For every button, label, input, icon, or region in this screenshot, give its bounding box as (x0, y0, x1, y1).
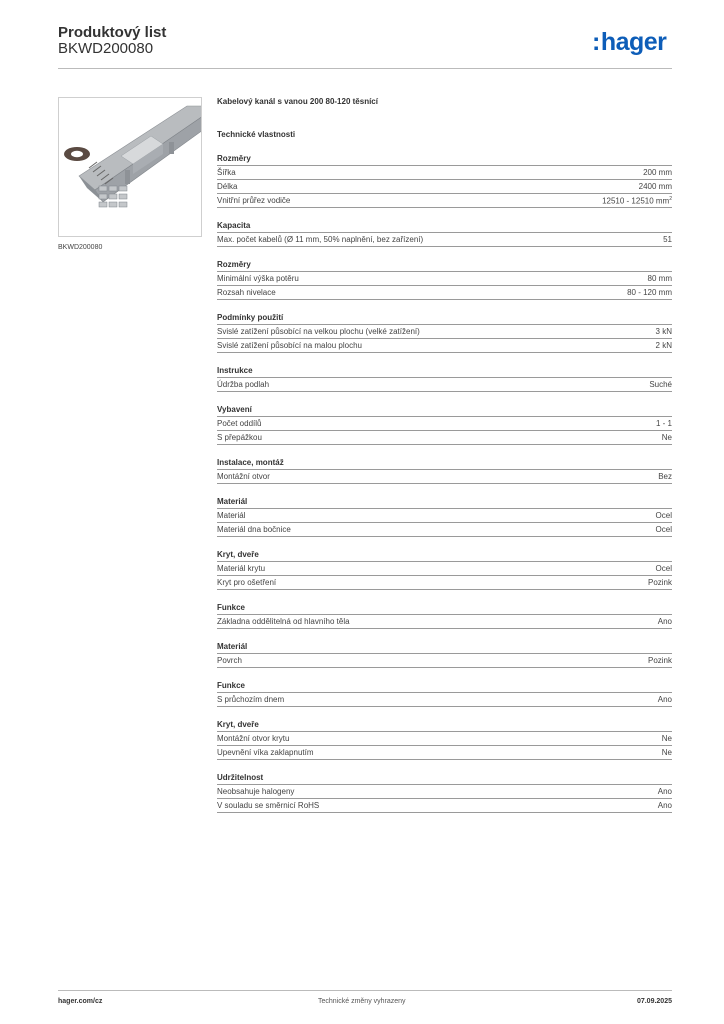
spec-label: Materiál krytu (217, 564, 266, 573)
spec-section (217, 456, 672, 484)
spec-value: Ne (661, 748, 672, 757)
spec-row (217, 286, 672, 300)
spec-label: Max. počet kabelů (Ø 11 mm, 50% naplnění, bez zařízení) (217, 235, 424, 244)
spec-section (217, 679, 672, 707)
spec-label: Montážní otvor krytu (217, 734, 290, 743)
spec-label: Povrch (217, 656, 242, 665)
footer-divider (58, 990, 672, 991)
technical-properties-title: Technické vlastnosti (217, 130, 296, 139)
spec-value-wrapper (658, 801, 672, 810)
spec-value-wrapper (658, 787, 672, 796)
spec-value-wrapper (656, 525, 672, 534)
spec-value-wrapper (656, 564, 672, 573)
spec-label: Upevnění víka zaklapnutím (217, 748, 314, 757)
spec-value-wrapper (648, 656, 672, 665)
spec-row (217, 562, 672, 576)
spec-value-wrapper (656, 419, 672, 428)
footer-date: 07.09.2025 (636, 998, 672, 1005)
spec-value-wrapper (643, 168, 672, 177)
logo-text: hager (600, 28, 667, 56)
spec-section (217, 258, 672, 300)
spec-value: Suché (649, 380, 672, 389)
spec-label: Minimální výška potěru (217, 274, 299, 283)
section-title: Funkce (217, 601, 672, 615)
spec-row (217, 732, 672, 746)
spec-section (217, 601, 672, 629)
spec-label: Vnitřní průřez vodiče (217, 196, 291, 205)
spec-label: Svislé zatížení působící na velkou plochu (velké zatížení) (217, 327, 420, 336)
spec-value-superscript: 2 (669, 195, 672, 202)
spec-value: Ne (661, 734, 672, 743)
spec-row (217, 693, 672, 707)
spec-value: 2400 mm (638, 182, 672, 191)
spec-section (217, 718, 672, 760)
spec-row (217, 166, 672, 180)
spec-section (217, 311, 672, 353)
spec-label: Neobsahuje halogeny (217, 787, 295, 796)
spec-row (217, 470, 672, 484)
hager-logo: :hager (592, 28, 667, 56)
spec-row (217, 325, 672, 339)
spec-section (217, 219, 672, 247)
spec-row (217, 233, 672, 247)
spec-label: Materiál (217, 511, 246, 520)
header-divider (58, 68, 672, 69)
spec-value: Ocel (655, 511, 672, 520)
spec-value: Ne (661, 433, 672, 442)
section-title: Vybavení (217, 403, 672, 417)
spec-section (217, 495, 672, 537)
spec-value: 200 mm (643, 168, 672, 177)
spec-label: Údržba podlah (217, 380, 270, 389)
spec-value-wrapper (627, 288, 672, 297)
section-title: Funkce (217, 679, 672, 693)
spec-value-wrapper (662, 433, 672, 442)
spec-value-wrapper (656, 511, 672, 520)
spec-value: Ocel (655, 564, 672, 573)
spec-row (217, 785, 672, 799)
spec-value: 3 kN (655, 327, 672, 336)
spec-label: Materiál dna bočnice (217, 525, 291, 534)
spec-value-wrapper (656, 327, 672, 336)
spec-label: Rozsah nivelace (217, 288, 276, 297)
spec-value-wrapper (648, 274, 672, 283)
section-title: Instrukce (217, 364, 672, 378)
cable-channel-illustration (59, 98, 202, 237)
spec-row (217, 417, 672, 431)
spec-row (217, 272, 672, 286)
spec-value: Bez (658, 472, 672, 481)
spec-value: 80 mm (647, 274, 672, 283)
section-title: Materiál (217, 495, 672, 509)
spec-value: Ocel (655, 525, 672, 534)
spec-label: Kryt pro ošetření (217, 578, 277, 587)
spec-row (217, 746, 672, 760)
spec-label: Délka (217, 182, 238, 191)
product-code: BKWD200080 (58, 40, 154, 57)
spec-value-wrapper (658, 695, 672, 704)
spec-content (217, 96, 672, 813)
spec-value: 2 kN (655, 341, 672, 350)
spec-value: Ano (657, 787, 672, 796)
spec-value-wrapper (656, 341, 672, 350)
section-title: Instalace, montáž (217, 456, 672, 470)
spec-value-wrapper (602, 196, 672, 206)
section-title: Kryt, dveře (217, 548, 672, 562)
section-title: Podmínky použití (217, 311, 672, 325)
spec-label: V souladu se směrnicí RoHS (217, 801, 320, 810)
spec-section (217, 364, 672, 392)
product-name: Kabelový kanál s vanou 200 80-120 těsnící (217, 97, 378, 106)
spec-row (217, 194, 672, 208)
spec-row (217, 431, 672, 445)
spec-value: 12510 - 12510 mm (602, 196, 670, 206)
spec-row (217, 615, 672, 629)
spec-section (217, 152, 672, 208)
spec-value-wrapper (658, 617, 672, 626)
spec-label: Počet oddílů (217, 419, 262, 428)
spec-value: 51 (663, 235, 672, 244)
spec-label: Základna oddělitelná od hlavního těla (217, 617, 350, 626)
spec-row (217, 523, 672, 537)
spec-row (217, 378, 672, 392)
spec-section (217, 640, 672, 668)
spec-section (217, 403, 672, 445)
spec-label: Svislé zatížení působící na malou plochu (217, 341, 362, 350)
spec-sections (217, 152, 672, 813)
spec-row (217, 799, 672, 813)
spec-row (217, 339, 672, 353)
spec-value: 80 - 120 mm (627, 288, 672, 297)
spec-value-wrapper (648, 578, 672, 587)
footer-website: hager.com/cz (58, 998, 103, 1005)
spec-value: Ano (657, 801, 672, 810)
spec-value-wrapper (662, 734, 672, 743)
spec-value: Pozink (647, 578, 672, 587)
spec-value: Ano (657, 617, 672, 626)
page-title: Produktový list (58, 24, 167, 41)
spec-section (217, 771, 672, 813)
spec-value-wrapper (662, 748, 672, 757)
spec-label: S průchozím dnem (217, 695, 285, 704)
spec-value: Ano (657, 695, 672, 704)
spec-section (217, 548, 672, 590)
spec-value-wrapper (663, 235, 672, 244)
spec-label: Montážní otvor (217, 472, 270, 481)
section-title: Rozměry (217, 152, 672, 166)
section-title: Rozměry (217, 258, 672, 272)
spec-value: 1 - 1 (655, 419, 672, 428)
spec-value-wrapper (658, 472, 672, 481)
spec-row (217, 576, 672, 590)
spec-value: Pozink (647, 656, 672, 665)
section-title: Udržitelnost (217, 771, 672, 785)
spec-label: Šířka (217, 168, 236, 177)
section-title: Kryt, dveře (217, 718, 672, 732)
spec-row (217, 654, 672, 668)
spec-label: S přepážkou (217, 433, 262, 442)
image-caption: BKWD200080 (58, 244, 103, 251)
spec-row (217, 509, 672, 523)
spec-value-wrapper (639, 182, 672, 191)
footer-note: Technické změny vyhrazeny (318, 998, 406, 1005)
section-title: Materiál (217, 640, 672, 654)
product-image (58, 97, 202, 237)
section-title: Kapacita (217, 219, 672, 233)
spec-value-wrapper (649, 380, 672, 389)
spec-row (217, 180, 672, 194)
